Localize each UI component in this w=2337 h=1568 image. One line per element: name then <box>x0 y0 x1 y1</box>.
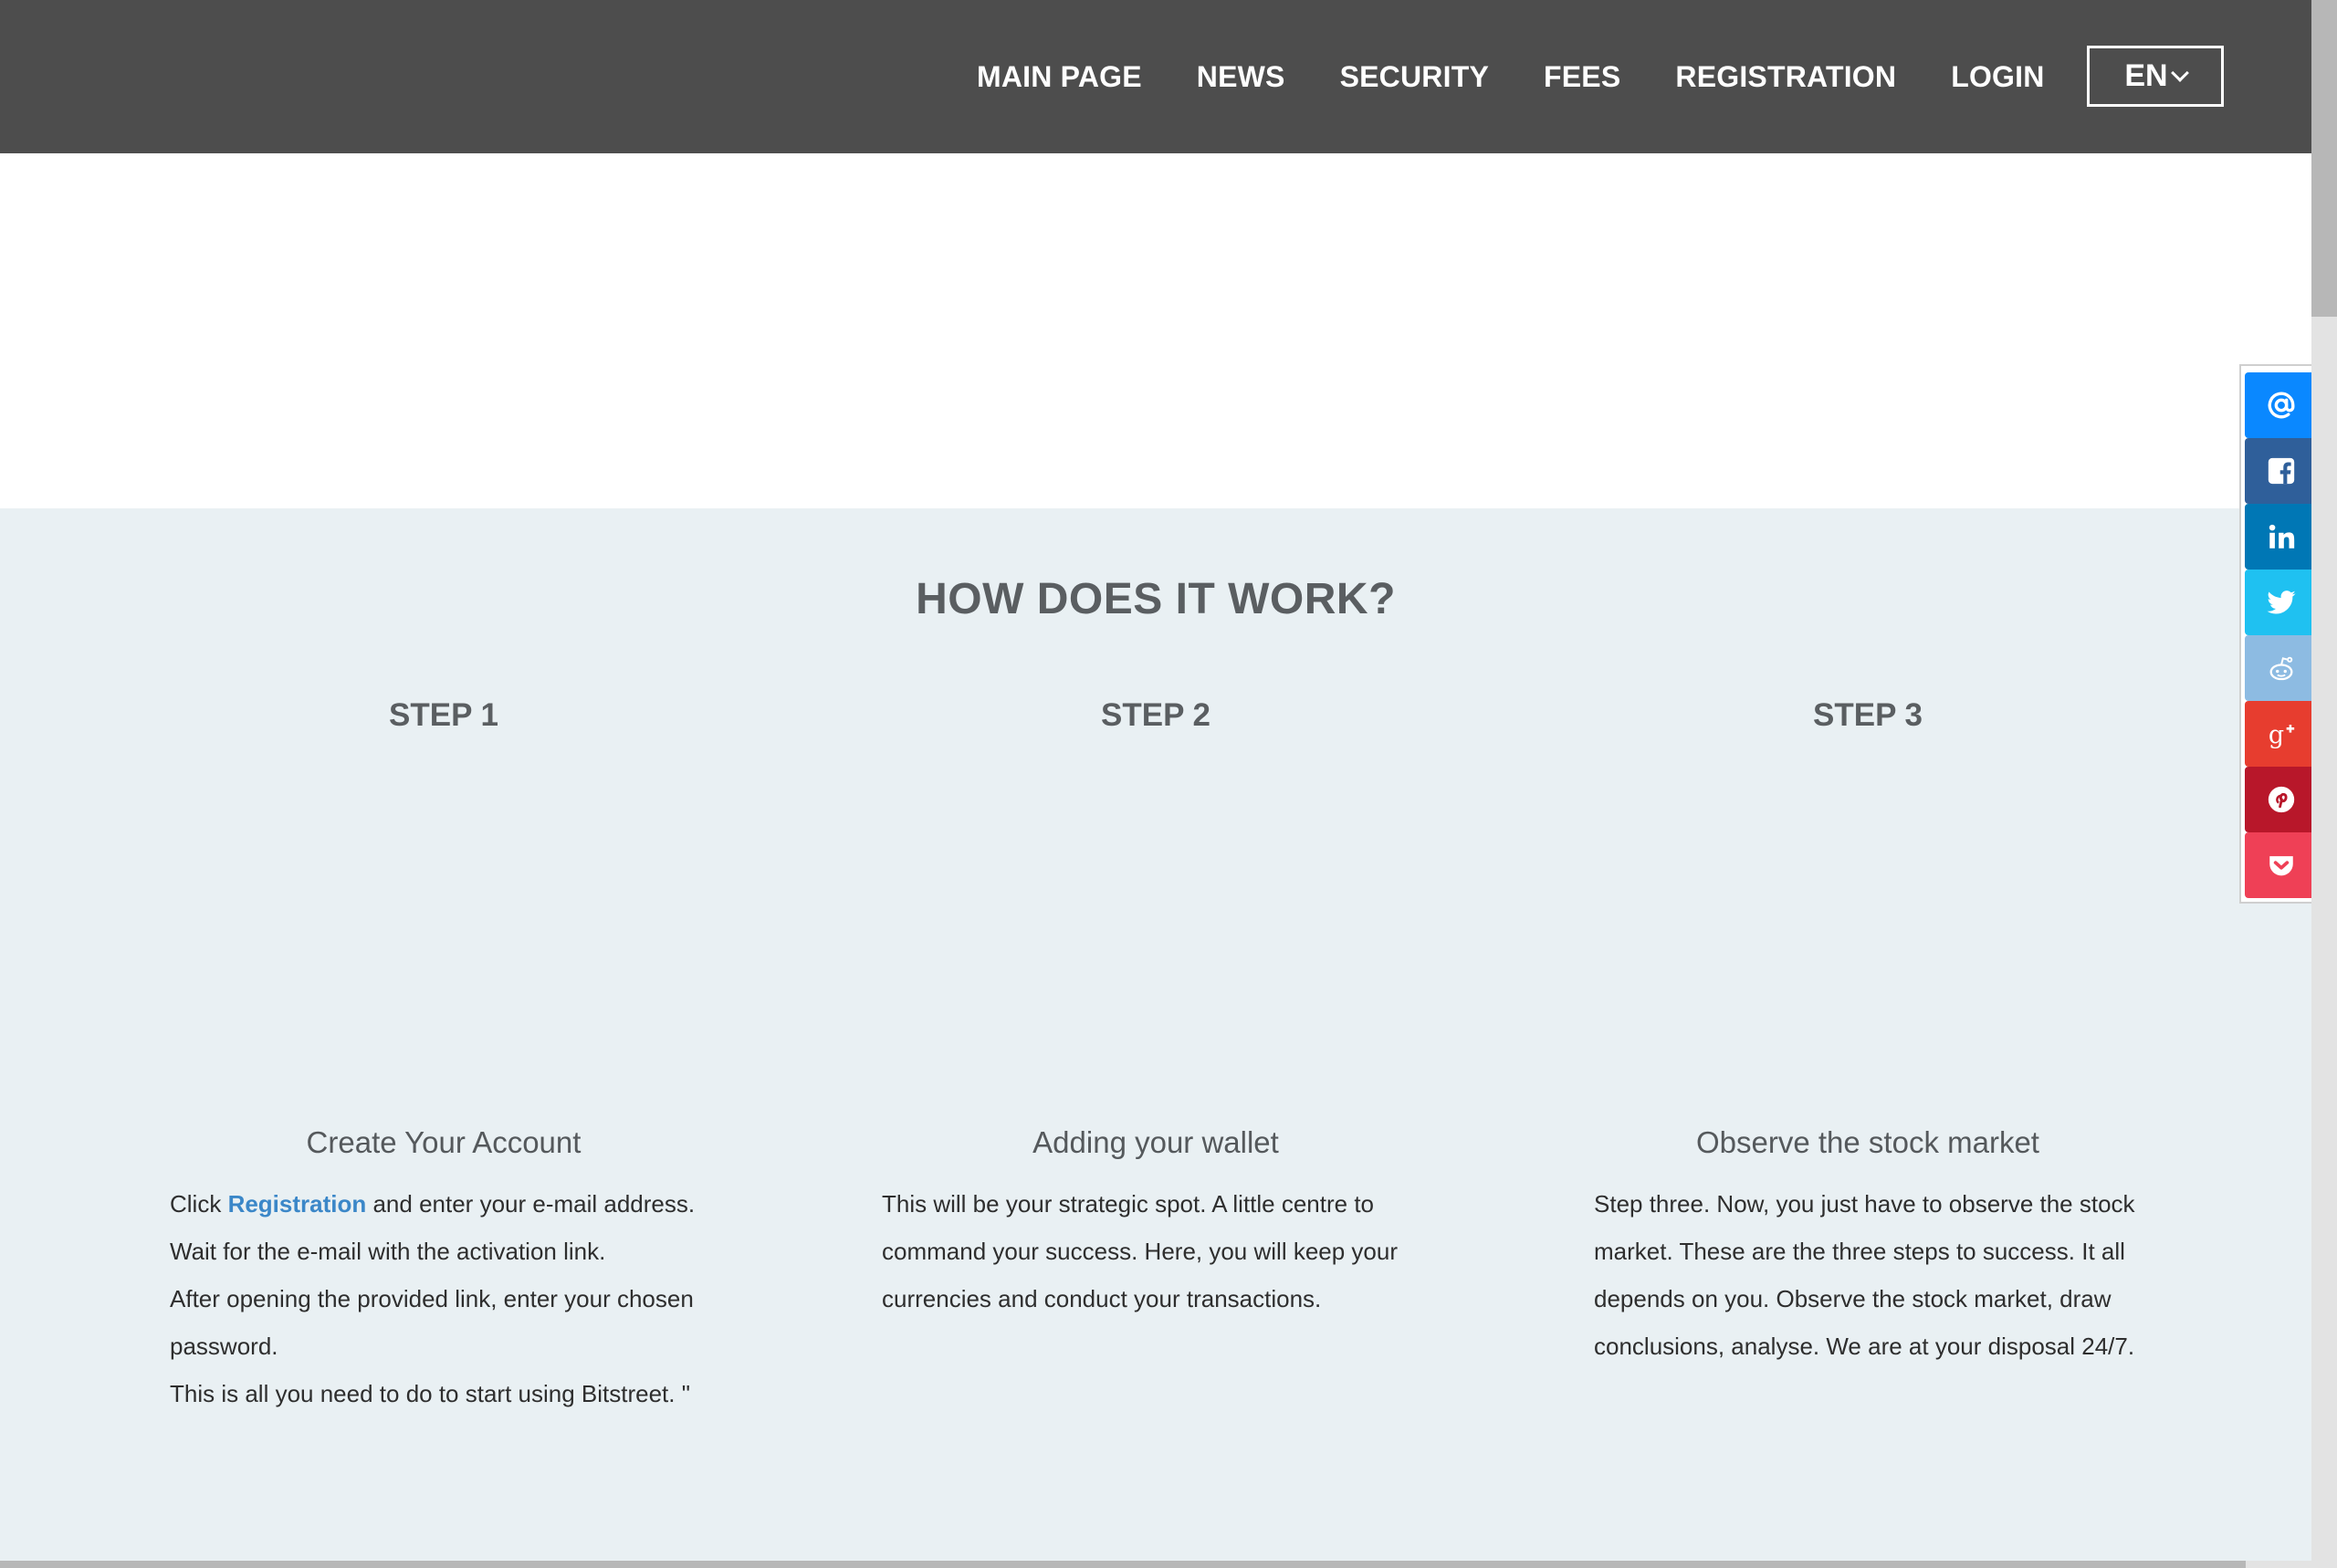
section-title: HOW DOES IT WORK? <box>916 575 1396 623</box>
vertical-scrollbar-thumb[interactable] <box>2311 0 2337 317</box>
nav-security[interactable]: SECURITY <box>1339 59 1489 93</box>
share-pinterest-button[interactable] <box>2245 767 2311 832</box>
text: Wait for the e-mail with the activation link. <box>170 1238 606 1265</box>
twitter-icon <box>2266 587 2297 618</box>
facebook-icon <box>2266 455 2297 486</box>
nav-fees[interactable]: FEES <box>1544 59 1621 93</box>
at-sign-icon <box>2266 390 2297 421</box>
step-title: Adding your wallet <box>1032 1125 1279 1159</box>
share-pocket-button[interactable] <box>2245 832 2311 898</box>
step-label: STEP 2 <box>1101 697 1210 733</box>
text: After opening the provided link, enter your chosen password. <box>170 1285 694 1360</box>
step-description <box>170 1180 718 1417</box>
language-selector[interactable] <box>2087 46 2224 107</box>
nav-login[interactable]: LOGIN <box>1951 59 2045 93</box>
share-facebook-button[interactable] <box>2245 438 2311 504</box>
site-header <box>0 0 2311 153</box>
text: Click <box>170 1190 228 1218</box>
nav-news[interactable]: NEWS <box>1196 59 1285 93</box>
share-twitter-button[interactable] <box>2245 570 2311 635</box>
step-description: Step three. Now, you just have to observe the stock market. These are the three steps to success. It all depends on you. Observe the stock market, draw conclusions, analyse. We are at your disposal 24/7. <box>1594 1190 2135 1360</box>
chevron-down-icon <box>2171 64 2189 82</box>
step-title: Create Your Account <box>306 1125 582 1159</box>
horizontal-scrollbar[interactable] <box>0 1561 2311 1568</box>
share-bar <box>2239 364 2311 904</box>
share-linkedin-button[interactable] <box>2245 504 2311 570</box>
share-email-button[interactable] <box>2245 372 2311 438</box>
text: and enter your e-mail address. <box>366 1190 696 1218</box>
nav-registration[interactable]: REGISTRATION <box>1675 59 1897 93</box>
google-plus-icon <box>2266 718 2297 749</box>
language-label: EN <box>2124 58 2168 93</box>
svg-text:g: g <box>2268 720 2285 749</box>
reddit-icon <box>2266 653 2297 684</box>
pocket-icon <box>2266 850 2297 881</box>
vertical-scrollbar[interactable] <box>2311 0 2337 1568</box>
step-label: STEP 1 <box>389 697 498 733</box>
text: This is all you need to do to start using Bitstreet. " <box>170 1380 690 1407</box>
step-label: STEP 3 <box>1813 697 1923 733</box>
linkedin-icon <box>2266 521 2297 552</box>
step-title: Observe the stock market <box>1696 1125 2039 1159</box>
horizontal-scrollbar-thumb[interactable] <box>0 1561 2246 1568</box>
registration-link[interactable]: Registration <box>227 1190 367 1218</box>
step-description: This will be your strategic spot. A little centre to command your success. Here, you will keep your currencies and conduct your transactions. <box>882 1190 1399 1312</box>
pinterest-icon <box>2266 784 2297 815</box>
hero-area <box>0 153 2311 508</box>
share-google-plus-button[interactable] <box>2245 701 2311 767</box>
share-reddit-button[interactable] <box>2245 635 2311 701</box>
how-it-works-section <box>0 508 2311 1561</box>
main-nav <box>949 0 2100 153</box>
nav-main-page[interactable]: MAIN PAGE <box>977 59 1142 93</box>
